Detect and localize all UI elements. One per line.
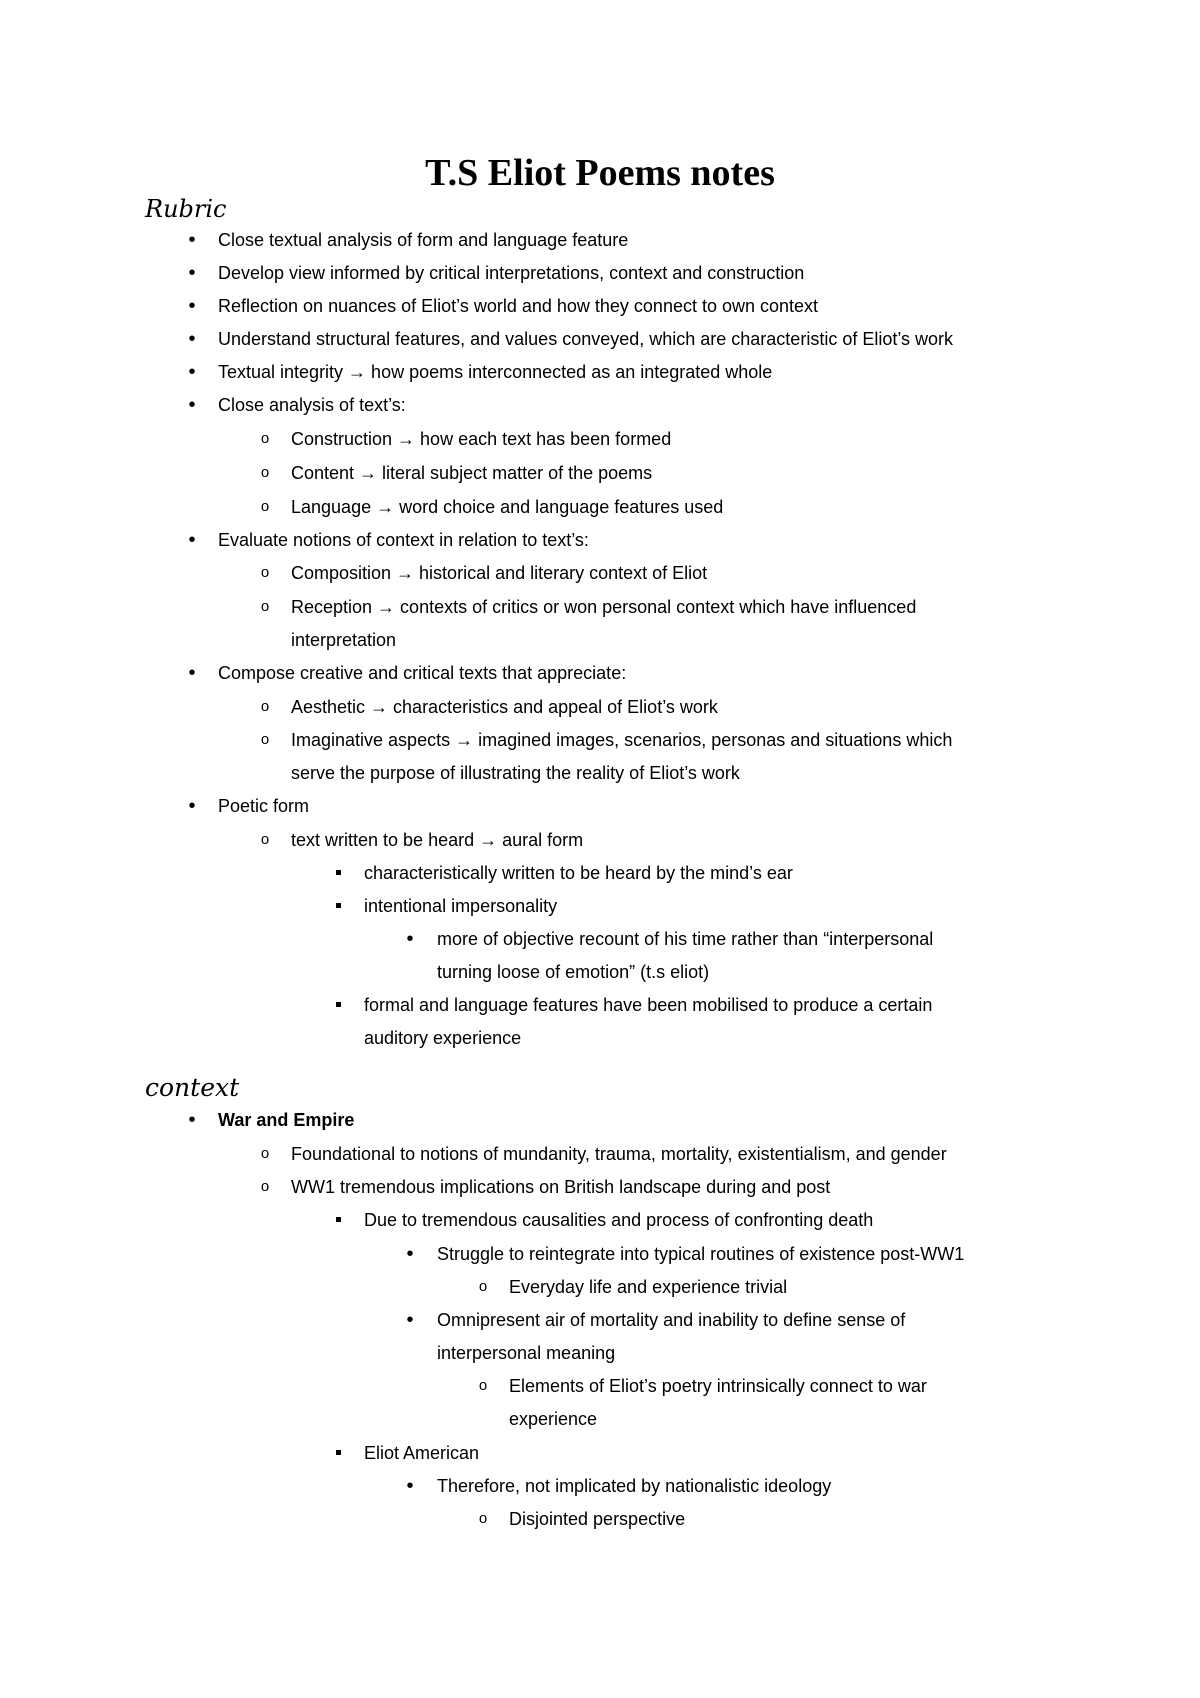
bullet-circle-icon: o [260,498,270,515]
list-item-continuation: interpersonal meaning [437,1343,616,1363]
list-item: Textual integrity → how poems interconnected as an integrated whole [218,362,773,382]
bullet-dot-icon [400,927,420,951]
bullet-dot-icon [182,294,202,318]
list-item: Everyday life and experience trivial [509,1277,788,1297]
list-item: Elements of Eliot’s poetry intrinsically connect to war [509,1376,927,1396]
list-item: Struggle to reintegrate into typical routines of existence post-WW1 [437,1244,965,1264]
bullet-dot-icon [400,1242,420,1266]
bullet-dot-icon [182,360,202,384]
bullet-dot-icon [400,1474,420,1498]
list-item: Poetic form [218,796,310,816]
bullet-dot-icon [182,794,202,818]
list-item: Composition → historical and literary context of Eliot [291,563,708,583]
bullet-dot-icon [182,528,202,552]
bullet-square-icon [328,993,348,1017]
list-item: Eliot American [364,1443,480,1463]
bullet-square-icon [328,1208,348,1232]
list-item: more of objective recount of his time rather than “interpersonal [437,929,934,949]
bullet-dot-icon [182,261,202,285]
bullet-circle-icon: o [260,698,270,715]
list-item: Imaginative aspects → imagined images, scenarios, personas and situations which [291,730,953,750]
page-title: T.S Eliot Poems notes [425,152,775,194]
list-item: Reception → contexts of critics or won personal context which have influenced [291,597,917,617]
list-item-continuation: interpretation [291,630,397,650]
list-item: Omnipresent air of mortality and inability to define sense of [437,1310,906,1330]
list-item: Construction → how each text has been formed [291,429,672,449]
list-item: Foundational to notions of mundanity, trauma, mortality, existentialism, and gender [291,1144,947,1164]
bullet-dot-icon [182,661,202,685]
bullet-square-icon [328,894,348,918]
list-item: Reflection on nuances of Eliot’s world and how they connect to own context [218,296,819,316]
bullet-circle-icon: o [260,430,270,447]
list-item: intentional impersonality [364,896,558,916]
list-item: text written to be heard → aural form [291,830,584,850]
bullet-square-icon [328,861,348,885]
bullet-dot-icon [182,393,202,417]
list-item-continuation: experience [509,1409,598,1429]
list-item: Due to tremendous causalities and process of confronting death [364,1210,874,1230]
list-item: Content → literal subject matter of the poems [291,463,653,483]
bullet-dot-icon [182,1108,202,1132]
list-item: characteristically written to be heard by the mind’s ear [364,863,793,883]
list-item: War and Empire [218,1110,355,1130]
bullet-square-icon [328,1441,348,1465]
list-item: Evaluate notions of context in relation to text’s: [218,530,589,550]
bullet-circle-icon: o [478,1377,488,1394]
list-item: Develop view informed by critical interpretations, context and construction [218,263,805,283]
bullet-dot-icon [400,1308,420,1332]
bullet-circle-icon: o [478,1278,488,1295]
bullet-circle-icon: o [260,1178,270,1195]
list-item: formal and language features have been mobilised to produce a certain [364,995,933,1015]
bullet-circle-icon: o [260,731,270,748]
list-item: Aesthetic → characteristics and appeal of Eliot’s work [291,697,718,717]
section-heading-rubric: Rubric [145,195,227,223]
list-item: Language → word choice and language features used [291,497,724,517]
bullet-circle-icon: o [260,464,270,481]
list-item-continuation: serve the purpose of illustrating the reality of Eliot’s work [291,763,740,783]
bullet-circle-icon: o [260,598,270,615]
bullet-circle-icon: o [260,564,270,581]
list-item: Close analysis of text’s: [218,395,406,415]
list-item-continuation: auditory experience [364,1028,522,1048]
list-item: Compose creative and critical texts that appreciate: [218,663,627,683]
bullet-circle-icon: o [260,1145,270,1162]
list-item: WW1 tremendous implications on British landscape during and post [291,1177,831,1197]
list-item: Close textual analysis of form and language feature [218,230,629,250]
list-item: Understand structural features, and values conveyed, which are characteristic of Eliot’s work [218,329,954,349]
bullet-dot-icon [182,228,202,252]
bullet-circle-icon: o [478,1510,488,1527]
list-item: Disjointed perspective [509,1509,686,1529]
bullet-circle-icon: o [260,831,270,848]
bullet-dot-icon [182,327,202,351]
section-heading-context: context [145,1073,240,1102]
list-item: Therefore, not implicated by nationalistic ideology [437,1476,832,1496]
list-item-continuation: turning loose of emotion” (t.s eliot) [437,962,710,982]
